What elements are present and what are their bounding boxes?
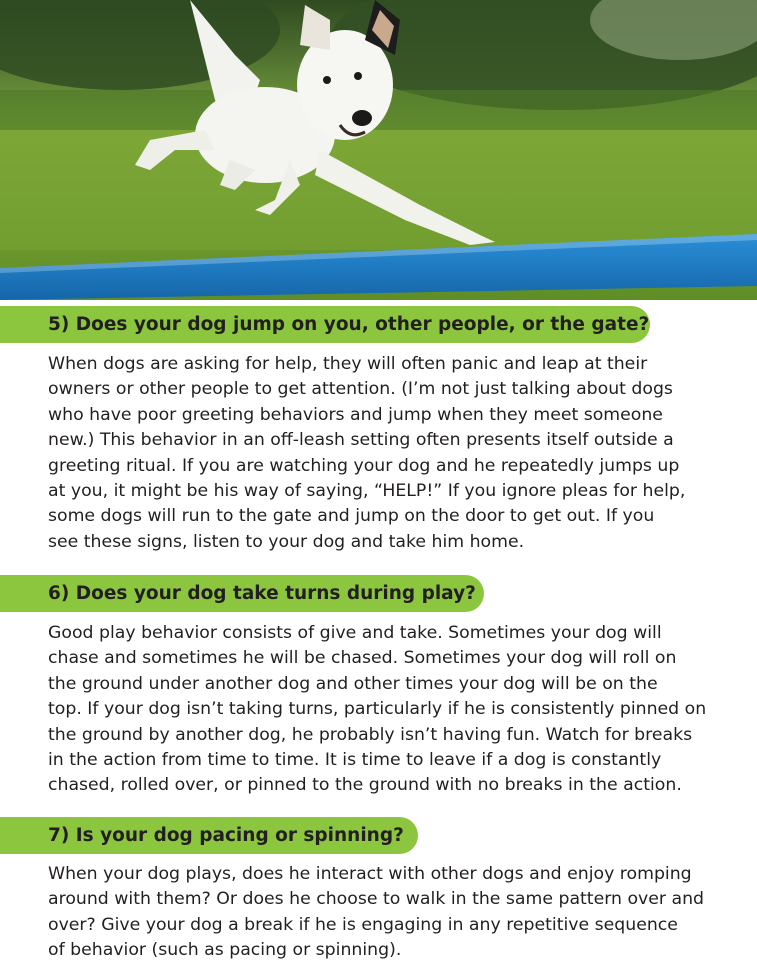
text-line: greeting ritual. If you are watching your dog and he repeatedly jumps up	[48, 455, 680, 476]
text-line: see these signs, listen to your dog and take him home.	[48, 531, 525, 552]
text-line: over? Give your dog a break if he is engaging in any repetitive sequence	[48, 914, 678, 935]
text-line: around with them? Or does he choose to walk in the same pattern over and	[48, 889, 705, 910]
text-line: some dogs will run to the gate and jump on the door to get out. If you	[48, 506, 655, 527]
section-heading-5: 5) Does your dog jump on you, other people, or the gate?	[0, 306, 650, 343]
section-body-5	[48, 352, 748, 555]
text-line: the ground under another dog and other times your dog will be on the	[48, 673, 658, 694]
section-heading-7: 7) Is your dog pacing or spinning?	[0, 817, 418, 854]
text-line: who have poor greeting behaviors and jump when they meet someone	[48, 404, 663, 425]
section-body-7	[48, 862, 748, 964]
hero-photo	[0, 0, 757, 300]
dog-jumping-photo	[0, 0, 757, 300]
text-line: top. If your dog isn’t taking turns, particularly if he is consistently pinned on	[48, 699, 707, 720]
text-line: chase and sometimes he will be chased. Sometimes your dog will roll on	[48, 648, 677, 669]
text-line: in the action from time to time. It is time to leave if a dog is constantly	[48, 750, 662, 771]
section-body-6	[48, 621, 748, 799]
text-line: Good play behavior consists of give and take. Sometimes your dog will	[48, 623, 662, 643]
section-heading-6: 6) Does your dog take turns during play?	[0, 575, 484, 612]
text-line: owners or other people to get attention. (I’m not just talking about dogs	[48, 379, 673, 400]
text-line: When dogs are asking for help, they will often panic and leap at their	[48, 354, 648, 374]
text-line: new.) This behavior in an off-leash setting often presents itself outside a	[48, 430, 674, 451]
text-line: the ground by another dog, he probably isn’t having fun. Watch for breaks	[48, 724, 693, 745]
text-line: When your dog plays, does he interact with other dogs and enjoy romping	[48, 864, 692, 884]
text-line: at you, it might be his way of saying, “HELP!” If you ignore pleas for help,	[48, 481, 686, 502]
text-line: chased, rolled over, or pinned to the ground with no breaks in the action.	[48, 775, 682, 796]
text-line: of behavior (such as pacing or spinning).	[48, 940, 402, 961]
